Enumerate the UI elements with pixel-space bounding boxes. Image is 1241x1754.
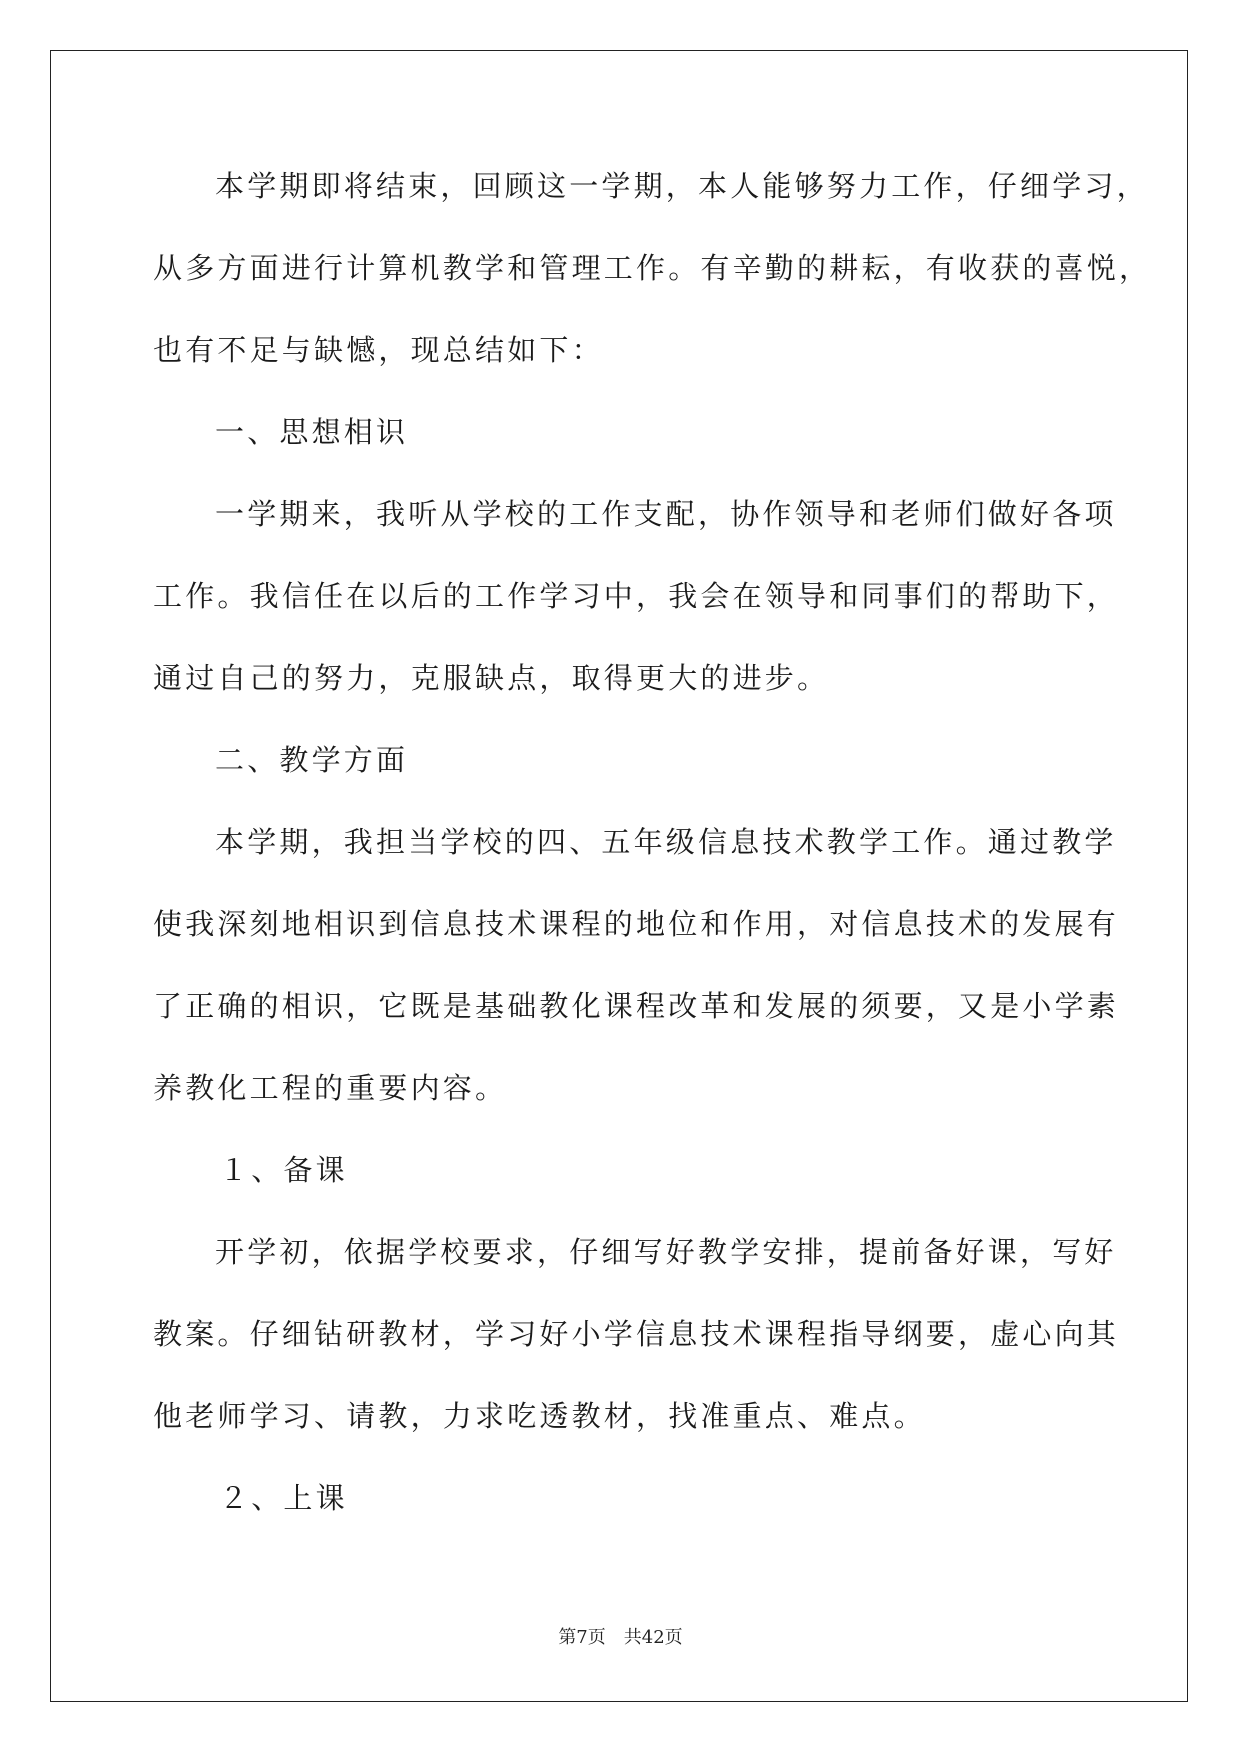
subsection-heading: １、备课 [219,1153,348,1187]
subsection-heading: ２、上课 [219,1481,348,1515]
text-line: 开学初，依据学校要求，仔细写好教学安排，提前备好课，写好 [215,1235,1117,1269]
text-line: 从多方面进行计算机教学和管理工作。有辛勤的耕耘，有收获的喜悦， [153,251,1152,285]
document-body [153,160,1152,1554]
text-line: 一学期来，我听从学校的工作支配，协作领导和老师们做好各项 [215,497,1117,531]
text-line: 通过自己的努力，克服缺点，取得更大的进步。 [153,661,830,695]
text-line: 本学期，我担当学校的四、五年级信息技术教学工作。通过教学 [215,825,1117,859]
text-line: 养教化工程的重要内容。 [153,1071,508,1105]
text-line: 也有不足与缺憾，现总结如下： [153,333,604,367]
text-line: 使我深刻地相识到信息技术课程的地位和作用，对信息技术的发展有 [153,907,1120,941]
text-line: 了正确的相识，它既是基础教化课程改革和发展的须要，又是小学素 [153,989,1120,1023]
text-line: 教案。仔细钻研教材，学习好小学信息技术课程指导纲要，虚心向其 [153,1317,1120,1351]
page-number: 第7页 [558,1627,606,1648]
page-footer [0,1623,1241,1649]
text-line: 工作。我信任在以后的工作学习中，我会在领导和同事们的帮助下， [153,579,1120,613]
section-heading: 二、教学方面 [215,743,409,777]
text-line: 本学期即将结束，回顾这一学期，本人能够努力工作，仔细学习， [215,169,1149,203]
section-heading: 一、思想相识 [215,415,409,449]
page-total: 共42页 [623,1627,683,1648]
text-line: 他老师学习、请教，力求吃透教材，找准重点、难点。 [153,1399,926,1433]
